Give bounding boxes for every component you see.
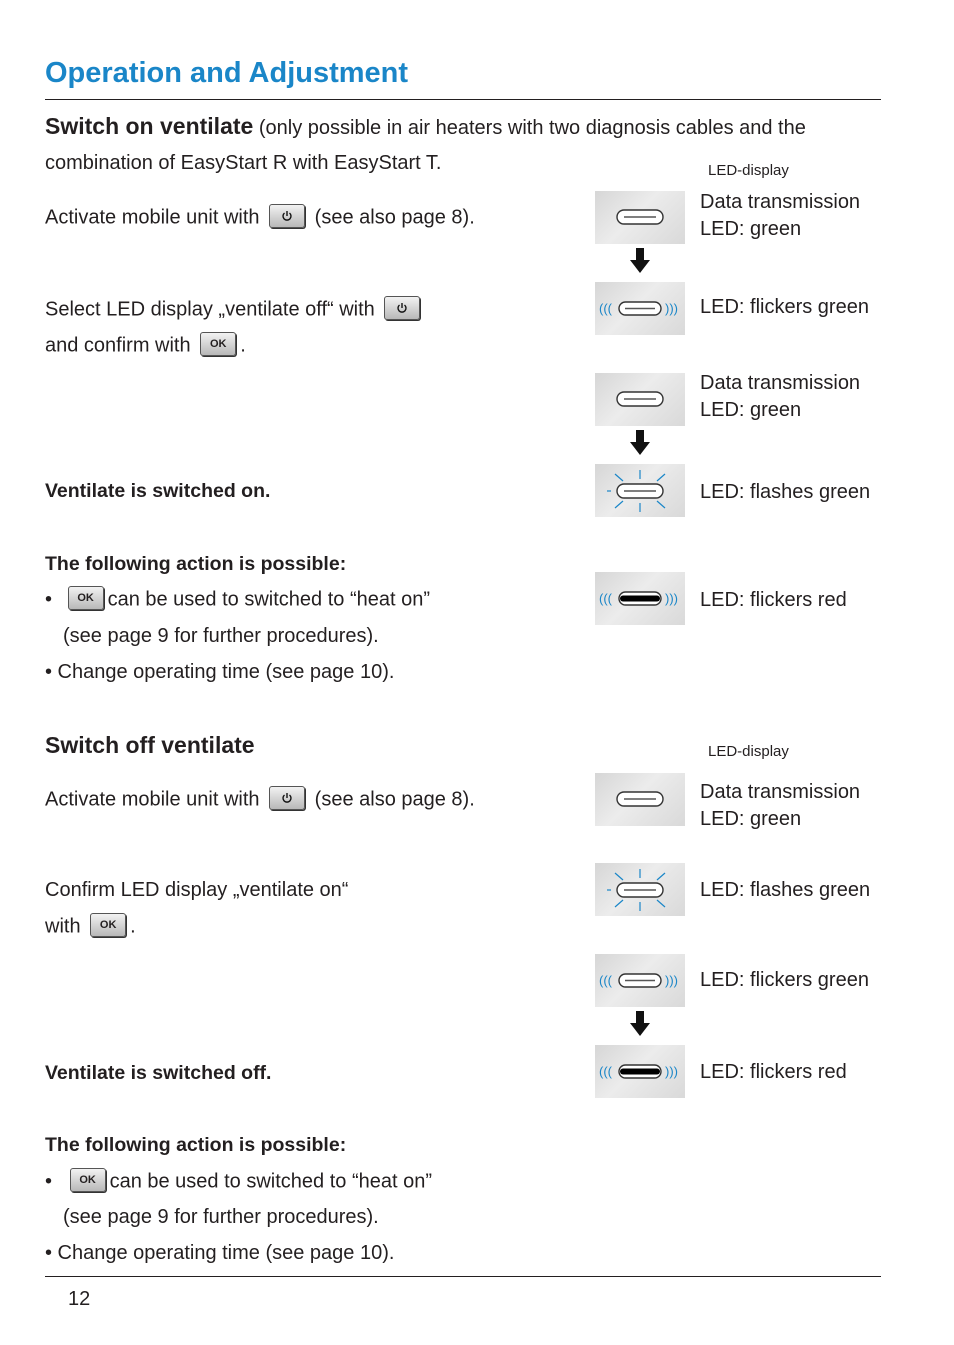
step-text: Activate mobile unit with: [45, 788, 260, 811]
bullet: •: [45, 588, 53, 611]
footer-rule: [45, 1276, 881, 1277]
led-flicker-red-icon: [595, 572, 685, 625]
led-flicker-icon: [595, 954, 685, 1007]
section-off-result: Ventilate is switched off.: [45, 1062, 272, 1084]
led-desc-line: LED: green: [700, 218, 802, 240]
led-desc: [700, 479, 870, 506]
step-text: (see also page 8).: [314, 788, 475, 811]
section-on-heading-note: (only possible in air heaters with two diagnosis cables and the: [253, 117, 806, 139]
power-icon: [281, 792, 293, 804]
ok-key: OK: [90, 913, 126, 937]
svg-text:(((: (((: [599, 973, 612, 988]
page-title: Operation and Adjustment: [45, 57, 409, 89]
step-text: with: [45, 915, 81, 938]
power-icon: [396, 302, 408, 314]
led-desc: [700, 967, 869, 994]
step-text: (see also page 8).: [314, 206, 475, 229]
led-desc-line: Data transmission: [700, 191, 861, 213]
led-desc-line: LED: flashes green: [700, 481, 871, 503]
power-key: [269, 204, 305, 228]
section-off-step1: [45, 788, 475, 812]
section-on-step1: [45, 206, 475, 230]
section-off-step2b: [45, 915, 136, 939]
arrow-down-icon: [629, 248, 651, 274]
led-desc: [700, 294, 869, 321]
led-flash-icon: [595, 464, 685, 517]
ok-key: OK: [68, 586, 104, 610]
led-desc-line: LED: green: [700, 399, 802, 421]
svg-text:(((: (((: [599, 591, 612, 606]
led-flash-icon: [595, 863, 685, 916]
step-text: Activate mobile unit with: [45, 206, 260, 229]
svg-text:))): ))): [665, 591, 678, 606]
led-desc: [700, 587, 847, 614]
section-on-step2a: [45, 298, 424, 322]
svg-text:(((: (((: [599, 1064, 612, 1079]
led-flicker-icon: [595, 282, 685, 335]
led-desc-line: LED: flickers green: [700, 969, 869, 991]
led-display-label: LED-display: [708, 743, 789, 760]
section-on-heading: Switch on ventilate: [45, 113, 254, 139]
section-off-step2a: Confirm LED display „ventilate on“: [45, 879, 349, 901]
section-off-action1-note: (see page 9 for further procedures).: [63, 1206, 379, 1228]
svg-text:))): ))): [665, 1064, 678, 1079]
led-desc-line: Data transmission: [700, 781, 861, 803]
led-desc-line: LED: flashes green: [700, 879, 871, 901]
led-desc: [700, 370, 860, 424]
led-desc-line: LED: green: [700, 808, 802, 830]
section-on-heading-note-2: combination of EasyStart R with EasyStart T.: [45, 152, 442, 174]
svg-text:))): ))): [665, 973, 678, 988]
led-steady-icon: [595, 773, 685, 826]
led-desc-line: LED: flickers green: [700, 296, 869, 318]
step-text: Select LED display „ventilate off“ with: [45, 298, 375, 321]
svg-text:))): ))): [665, 301, 678, 316]
section-off-action2: • Change operating time (see page 10).: [45, 1242, 395, 1264]
section-on-heading-line: [45, 113, 806, 140]
section-off-action1: [45, 1170, 432, 1194]
step-text: .: [130, 915, 136, 938]
led-steady-icon: [595, 191, 685, 244]
section-off-heading: Switch off ventilate: [45, 732, 255, 758]
section-on-action2: • Change operating time (see page 10).: [45, 661, 395, 683]
power-icon: [281, 210, 293, 222]
action-text: can be used to switched to “heat on”: [109, 1170, 432, 1193]
led-desc-line: Data transmission: [700, 372, 861, 394]
led-display-label: LED-display: [708, 162, 789, 179]
svg-text:(((: (((: [599, 301, 612, 316]
section-on-step2b: [45, 334, 246, 358]
section-on-action1-note: (see page 9 for further procedures).: [63, 625, 379, 647]
led-desc: [700, 877, 870, 904]
led-desc: [700, 1059, 847, 1086]
action-text: can be used to switched to “heat on”: [107, 588, 430, 611]
ok-key: OK: [200, 332, 236, 356]
step-text: .: [240, 334, 246, 357]
led-steady-icon: [595, 373, 685, 426]
ok-key: OK: [70, 1168, 106, 1192]
section-on-result: Ventilate is switched on.: [45, 480, 271, 502]
step-text: and confirm with: [45, 334, 191, 357]
led-desc-line: LED: flickers red: [700, 589, 847, 611]
led-desc: [700, 779, 860, 833]
led-flicker-red-icon: [595, 1045, 685, 1098]
arrow-down-icon: [629, 430, 651, 456]
bullet: •: [45, 1170, 53, 1193]
led-desc: [700, 189, 860, 243]
section-on-actions-heading: The following action is possible:: [45, 553, 347, 575]
title-rule: [45, 99, 881, 100]
section-off-actions-heading: The following action is possible:: [45, 1134, 347, 1156]
power-key: [269, 786, 305, 810]
power-key: [384, 296, 420, 320]
page-number: 12: [68, 1288, 91, 1310]
led-desc-line: LED: flickers red: [700, 1061, 847, 1083]
section-on-action1: [45, 588, 430, 612]
arrow-down-icon: [629, 1011, 651, 1037]
